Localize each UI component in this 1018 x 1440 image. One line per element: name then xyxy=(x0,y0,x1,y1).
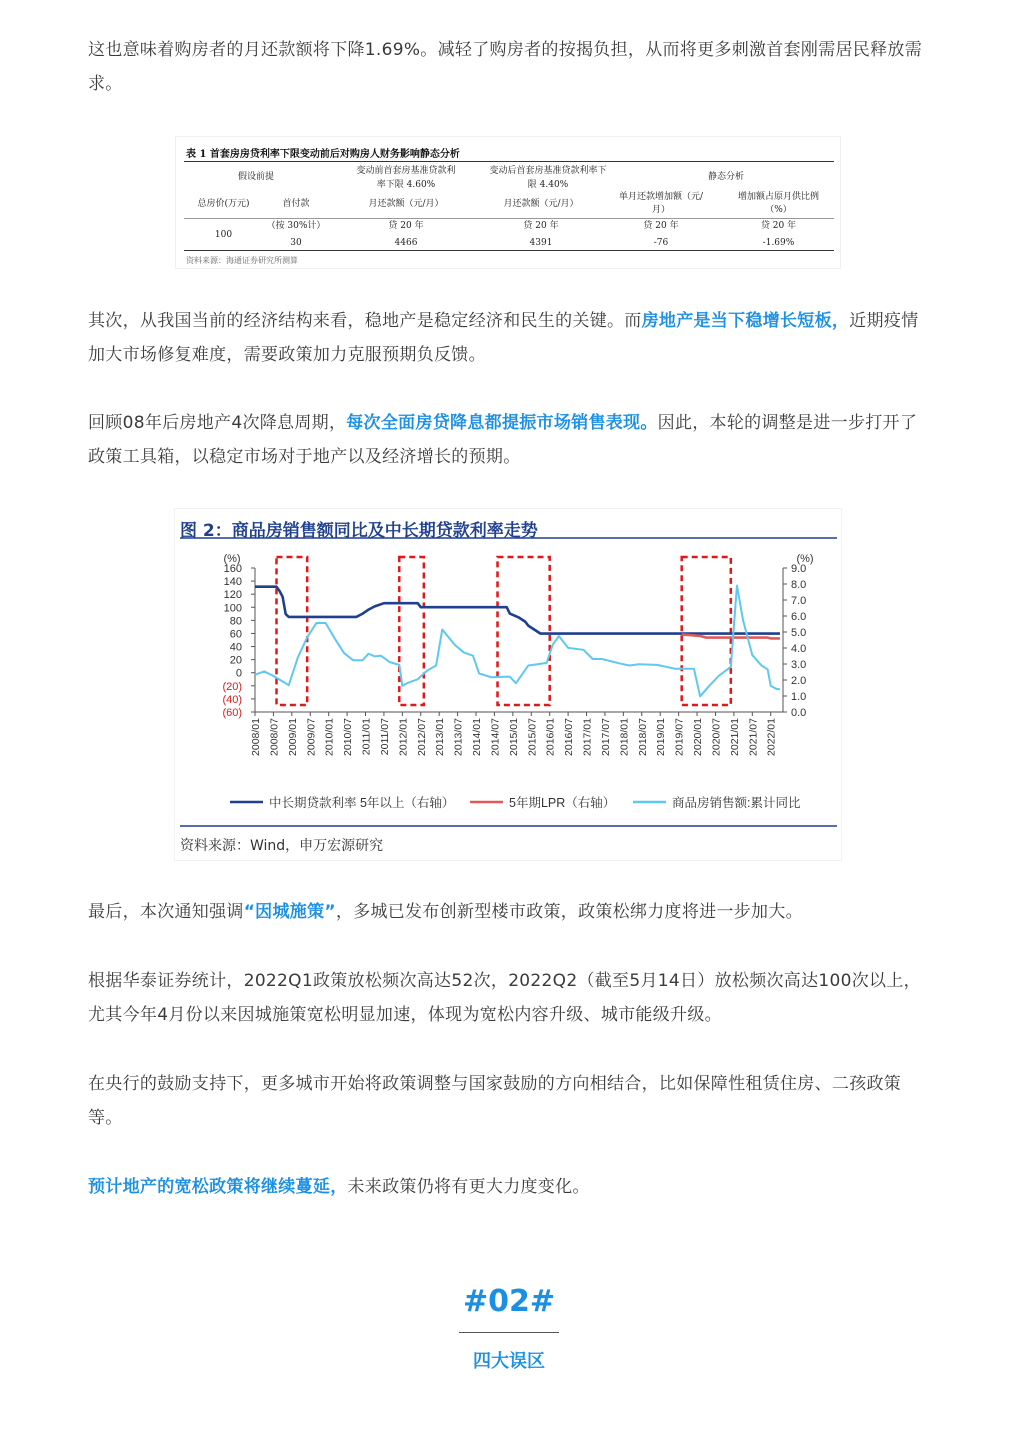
x-tick-label: 2021/07 xyxy=(747,718,760,756)
right-tick-label: 6.0 xyxy=(791,611,807,623)
table-source: 资料来源：海通证券研究所测算 xyxy=(186,256,298,265)
x-tick-label: 2022/01 xyxy=(765,718,778,756)
x-tick-label: 2009/01 xyxy=(286,718,299,756)
header-ratio-2: （%） xyxy=(765,205,792,215)
header-before-rate-1: 变动前首套房基准贷款利 xyxy=(356,166,456,176)
paragraph-text: 其次，从我国当前的经济结构来看，稳地产是稳定经济和民生的关键。而 xyxy=(88,311,642,331)
x-tick-label: 2011/01 xyxy=(360,718,373,756)
cell-after-term: 贷 20 年 xyxy=(523,221,559,231)
paragraph-text: 根据华泰证券统计，2022Q1政策放松频次高达52次，2022Q2（截至5月14日）放松频次高达100次以上，尤其今年4月份以来因城施策宽松明显加速，体现为宽松内容升级、城市能级升级。 xyxy=(88,971,921,1025)
left-tick-label: 100 xyxy=(223,602,242,615)
left-tick-label: (60) xyxy=(222,707,242,719)
header-increase-1: 单月还款增加额（元/ xyxy=(618,192,704,202)
left-tick-label: 0 xyxy=(235,667,242,680)
left-tick-label: 60 xyxy=(229,628,242,641)
chart-title: 图 2：商品房销售额同比及中长期贷款利率走势 xyxy=(180,521,538,541)
paragraph-statistics xyxy=(88,964,930,1032)
left-tick-label: (40) xyxy=(222,693,242,706)
x-tick-label: 2019/07 xyxy=(673,718,686,756)
highlight-period-box xyxy=(682,557,731,705)
header-ratio-1: 增加额占原月供比例 xyxy=(737,192,819,202)
chart-source: 资料来源：Wind，申万宏源研究 xyxy=(180,838,384,854)
legend-label: 中长期贷款利率 5年以上（右轴） xyxy=(269,796,455,810)
left-tick-label: 140 xyxy=(223,576,242,589)
paragraph-city-policy xyxy=(88,895,930,929)
right-tick-label: 7.0 xyxy=(791,595,807,607)
right-tick-label: 5.0 xyxy=(791,627,807,639)
x-tick-label: 2014/07 xyxy=(489,718,502,756)
table-caption: 表 1 首套房房贷利率下限变动前后对购房人财务影响静态分析 xyxy=(186,149,460,160)
paragraph-text: 最后，本次通知强调 xyxy=(88,902,244,922)
x-tick-label: 2017/07 xyxy=(599,718,612,756)
left-tick-label: 120 xyxy=(223,589,242,602)
cell-down-value: 30 xyxy=(290,238,302,248)
legend-label: 商品房销售额:累计同比 xyxy=(672,796,801,810)
right-tick-label: 9.0 xyxy=(791,563,807,575)
paragraph-text: 因此，本轮的调整是进一步打开了政策工具箱，以稳定市场对于地产以及经济增长的预期。 xyxy=(88,413,918,467)
paragraph-monthly-payment xyxy=(88,33,930,101)
right-tick-label: 8.0 xyxy=(791,579,807,591)
section-divider xyxy=(459,1332,559,1333)
highlight-text: 房地产是当下稳增长短板， xyxy=(641,311,850,331)
left-tick-label: 160 xyxy=(223,563,242,575)
chart-figure xyxy=(175,509,841,860)
paragraph-text: 这也意味着购房者的月还款额将下降1.69%。减轻了购房者的按揭负担，从而将更多刺激首套刚需居民释放需求。 xyxy=(88,40,923,94)
section-title: 四大误区 xyxy=(473,1351,545,1372)
left-tick-label: 80 xyxy=(229,615,242,628)
cell-ratio-value: -1.69% xyxy=(762,238,795,248)
paragraph-text: 未来政策仍将有更大力度变化。 xyxy=(347,1177,590,1197)
x-tick-label: 2021/01 xyxy=(728,718,741,756)
x-tick-label: 2017/01 xyxy=(581,718,594,756)
x-tick-label: 2015/07 xyxy=(526,718,539,756)
paragraph-text: 回顾08年后房地产4次降息周期， xyxy=(88,413,347,433)
left-tick-label: (20) xyxy=(222,680,242,693)
highlight-period-box xyxy=(276,557,307,705)
section-number: #02# xyxy=(462,1284,556,1319)
x-tick-label: 2012/01 xyxy=(397,718,410,756)
highlight-text: 预计地产的宽松政策将继续蔓延， xyxy=(88,1177,348,1197)
x-tick-label: 2016/07 xyxy=(563,718,576,756)
header-before-rate-2: 率下限 4.60% xyxy=(376,180,436,190)
x-tick-label: 2020/07 xyxy=(710,718,723,756)
x-tick-label: 2020/01 xyxy=(692,718,705,756)
series-line xyxy=(255,587,780,634)
x-tick-label: 2016/01 xyxy=(544,718,557,756)
x-tick-label: 2010/07 xyxy=(342,718,355,756)
highlight-period-box xyxy=(399,557,424,705)
right-tick-label: 3.0 xyxy=(791,659,807,671)
paragraph-central-bank xyxy=(88,1067,930,1135)
x-tick-label: 2013/01 xyxy=(434,718,447,756)
right-tick-label: 2.0 xyxy=(791,675,807,687)
header-after-rate-1: 变动后首套房基准贷款利率下 xyxy=(489,166,607,176)
legend-label: 5年期LPR（右轴） xyxy=(509,796,616,810)
x-tick-label: 2011/07 xyxy=(378,718,391,756)
series-line xyxy=(682,634,780,638)
x-tick-label: 2019/01 xyxy=(655,718,668,756)
x-tick-label: 2014/01 xyxy=(471,718,484,756)
x-tick-label: 2010/01 xyxy=(323,718,336,756)
header-assume: 假设前提 xyxy=(237,172,274,182)
x-tick-label: 2009/07 xyxy=(305,718,318,756)
x-tick-label: 2013/07 xyxy=(452,718,465,756)
highlight-text: “因城施策” xyxy=(243,902,336,922)
x-tick-label: 2015/01 xyxy=(507,718,520,756)
x-tick-label: 2018/07 xyxy=(636,718,649,756)
cell-before-term: 贷 20 年 xyxy=(388,221,424,231)
cell-increase-value: -76 xyxy=(653,238,669,248)
paragraph-text: 在央行的鼓励支持下，更多城市开始将政策调整与国家鼓励的方向相结合，比如保障性租赁住房、二孩政策等。 xyxy=(88,1074,902,1128)
series-line xyxy=(255,586,780,697)
x-tick-label: 2012/07 xyxy=(415,718,428,756)
x-tick-label: 2018/01 xyxy=(618,718,631,756)
cell-ratio-term: 贷 20 年 xyxy=(760,221,797,231)
header-static: 静态分析 xyxy=(707,172,744,182)
paragraph-economy xyxy=(88,304,930,372)
right-tick-label: 0.0 xyxy=(791,707,807,719)
cell-increase-term: 贷 20 年 xyxy=(643,221,679,231)
left-tick-label: 20 xyxy=(229,654,242,667)
header-after-rate-2: 限 4.40% xyxy=(527,180,569,190)
cell-before-value: 4466 xyxy=(394,238,418,248)
chart-svg xyxy=(175,509,841,860)
x-tick-label: 2008/07 xyxy=(268,718,281,756)
left-tick-label: 40 xyxy=(229,641,242,654)
right-tick-label: 4.0 xyxy=(791,643,807,655)
cell-down-note: （按 30%计） xyxy=(266,221,326,231)
left-axis-unit: (%) xyxy=(223,553,241,565)
header-down-payment: 首付款 xyxy=(282,199,310,209)
right-axis-unit: (%) xyxy=(796,553,814,565)
highlight-text: 每次全面房贷降息都提振市场销售表现。 xyxy=(346,413,658,433)
header-increase-2: 月） xyxy=(651,205,670,215)
paragraph-text: 近期疫情加大市场修复难度，需要政策加力克服预期负反馈。 xyxy=(88,311,919,365)
table-figure xyxy=(176,137,840,268)
header-monthly-after: 月还款额（元/月） xyxy=(503,199,579,209)
cell-after-value: 4391 xyxy=(529,238,553,248)
paragraph-text: ，多城已发布创新型楼市政策，政策松绑力度将进一步加大。 xyxy=(335,902,803,922)
header-monthly-before: 月还款额（元/月） xyxy=(368,199,444,209)
header-total-price: 总房价(万元) xyxy=(197,199,250,209)
x-tick-label: 2008/01 xyxy=(250,718,262,756)
paragraph-review xyxy=(88,406,930,474)
right-tick-label: 1.0 xyxy=(791,691,807,703)
paragraph-forecast xyxy=(88,1170,930,1204)
highlight-period-box xyxy=(498,557,550,705)
cell-total-price: 100 xyxy=(214,230,233,240)
